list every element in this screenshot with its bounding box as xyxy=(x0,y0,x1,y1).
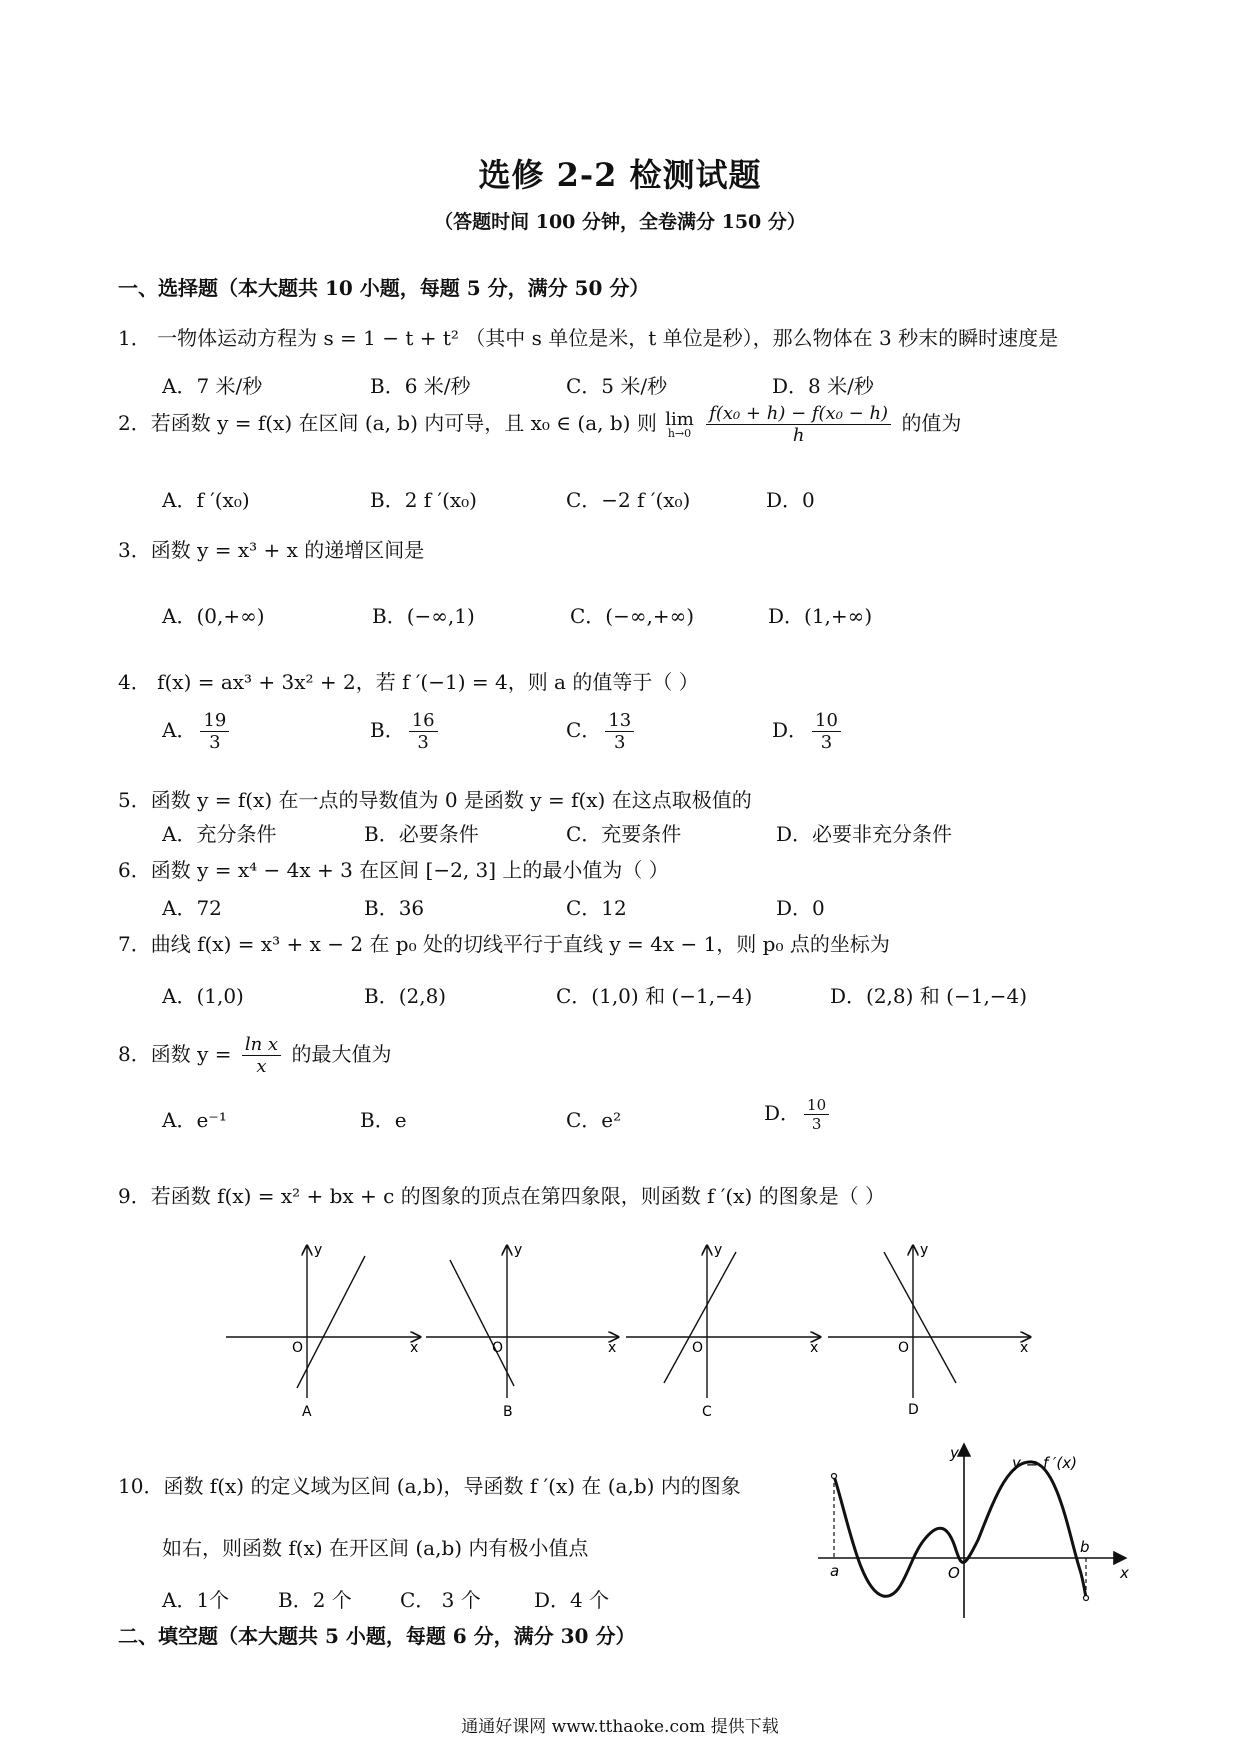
q10-option-b: B．2 个 xyxy=(278,1588,352,1612)
q3-option-b: B．(−∞,1) xyxy=(372,604,475,628)
q1-option-b: B．6 米/秒 xyxy=(370,374,471,398)
question-6: 6．函数 y = x⁴ − 4x + 3 在区间 [−2, 3] 上的最小值为（ ） xyxy=(118,858,669,882)
q2-denominator: h xyxy=(792,425,805,446)
q10-graph xyxy=(808,1440,1138,1620)
q9-graph-b xyxy=(426,1242,618,1418)
q8-stem-a: 8．函数 y = xyxy=(118,1042,232,1066)
q9-d-origin: O xyxy=(898,1340,910,1356)
q9-graphs xyxy=(220,1238,1040,1418)
q4-option-a-den: 3 xyxy=(209,732,221,753)
q8-fraction xyxy=(242,1034,281,1077)
question-4: 4． f(x) = ax³ + 3x² + 2，若 f ′(−1) = 4，则 a 的值等于（ ） xyxy=(118,670,699,694)
q2-option-c: C．−2 f ′(x₀) xyxy=(566,488,691,512)
q10-x-label: x xyxy=(1120,1564,1129,1582)
q4-option-b xyxy=(370,710,442,753)
q2-lim-sub: h→0 xyxy=(667,427,692,440)
q10-origin: O xyxy=(948,1564,960,1582)
q10-option-a: A．1个 xyxy=(162,1588,230,1612)
page-footer: 通通好课网 www.tthaoke.com 提供下载 xyxy=(461,1717,779,1737)
q4-option-d-label: D． xyxy=(772,718,809,742)
page-subtitle: （答题时间 100 分钟，全卷满分 150 分） xyxy=(434,211,806,233)
q4-option-b-den: 3 xyxy=(417,732,429,753)
q5-option-a: A．充分条件 xyxy=(162,822,277,846)
q10-y-label: y xyxy=(950,1444,959,1462)
q4-option-b-label: B． xyxy=(370,718,405,742)
q8-option-d-den: 3 xyxy=(811,1115,822,1133)
q9-graph-c xyxy=(626,1242,820,1418)
q10-endpoint-b xyxy=(1084,1596,1089,1601)
q10-b-label: b xyxy=(1080,1538,1090,1556)
q8-option-b: B．e xyxy=(360,1108,407,1132)
q1-option-d: D．8 米/秒 xyxy=(772,374,874,398)
q4-option-c-den: 3 xyxy=(614,732,626,753)
question-10-line-1: 10．函数 f(x) 的定义域为区间 (a,b)，导函数 f ′(x) 在 (a,b) 内的图象 xyxy=(118,1474,741,1498)
q9-graph-d xyxy=(828,1242,1030,1418)
q10-derivative-curve xyxy=(834,1462,1086,1598)
q5-option-d: D．必要非充分条件 xyxy=(776,822,953,846)
q4-option-c xyxy=(566,710,638,753)
q4-option-d-den: 3 xyxy=(820,732,833,753)
q9-a-origin: O xyxy=(292,1340,304,1356)
q9-c-y-label: y xyxy=(714,1242,723,1258)
q4-option-b-num: 16 xyxy=(409,710,438,732)
q4-option-c-label: C． xyxy=(566,718,602,742)
q9-b-x-label: x xyxy=(608,1340,617,1356)
q10-a-label: a xyxy=(830,1562,840,1580)
q9-d-x-label: x xyxy=(1020,1340,1029,1356)
q2-option-a: A．f ′(x₀) xyxy=(162,488,250,512)
question-2 xyxy=(118,403,961,446)
q9-b-origin: O xyxy=(492,1340,504,1356)
q7-option-a: A．(1,0) xyxy=(162,984,244,1008)
q10-curve-label: y = f ′(x) xyxy=(1012,1454,1078,1472)
q9-a-y-label: y xyxy=(314,1242,323,1258)
q3-option-d: D．(1,+∞) xyxy=(768,604,873,628)
q3-option-a: A．(0,+∞) xyxy=(162,604,265,628)
q9-b-y-label: y xyxy=(514,1242,523,1258)
q9-b-line xyxy=(450,1260,514,1386)
q7-option-d: D．(2,8) 和 (−1,−4) xyxy=(830,984,1028,1008)
q2-lim: lim xyxy=(665,409,694,430)
q9-c-x-label: x xyxy=(810,1340,819,1356)
q9-d-caption: D xyxy=(908,1402,919,1418)
q2-numerator: f(x₀ + h) − f(x₀ − h) xyxy=(706,403,891,425)
q4-option-a-label: A． xyxy=(162,718,197,742)
q9-a-caption: A xyxy=(302,1404,312,1418)
q3-option-c: C．(−∞,+∞) xyxy=(570,604,695,628)
question-5: 5．函数 y = f(x) 在一点的导数值为 0 是函数 y = f(x) 在这点取极值的 xyxy=(118,788,752,812)
q1-option-a: A．7 米/秒 xyxy=(162,374,263,398)
q9-c-origin: O xyxy=(692,1340,704,1356)
q2-fraction xyxy=(706,403,891,446)
q8-option-c: C．e² xyxy=(566,1108,622,1132)
q5-option-b: B．必要条件 xyxy=(364,822,479,846)
q9-b-caption: B xyxy=(503,1404,513,1418)
section-1-heading: 一、选择题（本大题共 10 小题，每题 5 分，满分 50 分） xyxy=(118,276,650,300)
q5-option-c: C．充要条件 xyxy=(566,822,682,846)
q10-option-d: D．4 个 xyxy=(534,1588,610,1612)
q8-option-d-label: D． xyxy=(764,1101,801,1125)
q10-option-c: C． 3 个 xyxy=(400,1588,481,1612)
q9-d-y-label: y xyxy=(920,1242,929,1258)
q4-option-a-num: 19 xyxy=(200,710,229,732)
section-2-heading: 二、填空题（本大题共 5 小题，每题 6 分，满分 30 分） xyxy=(118,1624,636,1648)
question-9: 9．若函数 f(x) = x² + bx + c 的图象的顶点在第四象限，则函数 f ′(x) 的图象是（ ） xyxy=(118,1184,885,1208)
q2-option-d: D．0 xyxy=(766,488,815,512)
q9-c-caption: C xyxy=(702,1404,712,1418)
q7-option-c: C．(1,0) 和 (−1,−4) xyxy=(556,984,753,1008)
q7-option-b: B．(2,8) xyxy=(364,984,447,1008)
q8-denominator: x xyxy=(256,1056,267,1077)
q9-graph-a xyxy=(226,1242,420,1418)
question-1: 1． 一物体运动方程为 s = 1 − t + t² （其中 s 单位是米，t 单位是秒），那么物体在 3 秒末的瞬时速度是 xyxy=(118,326,1059,350)
q9-d-line xyxy=(884,1252,956,1383)
q1-option-c: C．5 米/秒 xyxy=(566,374,668,398)
question-10-line-2: 如右，则函数 f(x) 在开区间 (a,b) 内有极小值点 xyxy=(162,1536,589,1560)
q4-option-a xyxy=(162,710,233,753)
q8-option-d-num: 10 xyxy=(804,1096,829,1115)
q4-option-d xyxy=(772,710,845,753)
q9-c-line xyxy=(664,1252,736,1383)
q4-option-c-num: 13 xyxy=(605,710,634,732)
question-3: 3．函数 y = x³ + x 的递增区间是 xyxy=(118,538,425,562)
q10-endpoint-a xyxy=(832,1474,837,1479)
q8-stem-b: 的最大值为 xyxy=(291,1042,392,1066)
question-7: 7．曲线 f(x) = x³ + x − 2 在 p₀ 处的切线平行于直线 y = 4x − 1，则 p₀ 点的坐标为 xyxy=(118,932,890,956)
q8-option-a: A．e⁻¹ xyxy=(162,1108,227,1132)
q4-option-d-num: 10 xyxy=(812,710,841,732)
q8-option-d xyxy=(764,1096,833,1133)
q9-a-x-label: x xyxy=(410,1340,419,1356)
q6-option-c: C．12 xyxy=(566,896,627,920)
q6-option-a: A．72 xyxy=(162,896,222,920)
page-title: 选修 2-2 检测试题 xyxy=(478,156,762,194)
q8-numerator: ln x xyxy=(242,1034,281,1056)
q2-stem-a: 2．若函数 y = f(x) 在区间 (a, b) 内可导，且 x₀ ∈ (a, b) 则 xyxy=(118,411,657,435)
q2-option-b: B．2 f ′(x₀) xyxy=(370,488,477,512)
question-8 xyxy=(118,1034,391,1077)
q6-option-b: B．36 xyxy=(364,896,425,920)
q6-option-d: D．0 xyxy=(776,896,825,920)
q2-stem-b: 的值为 xyxy=(901,411,962,435)
